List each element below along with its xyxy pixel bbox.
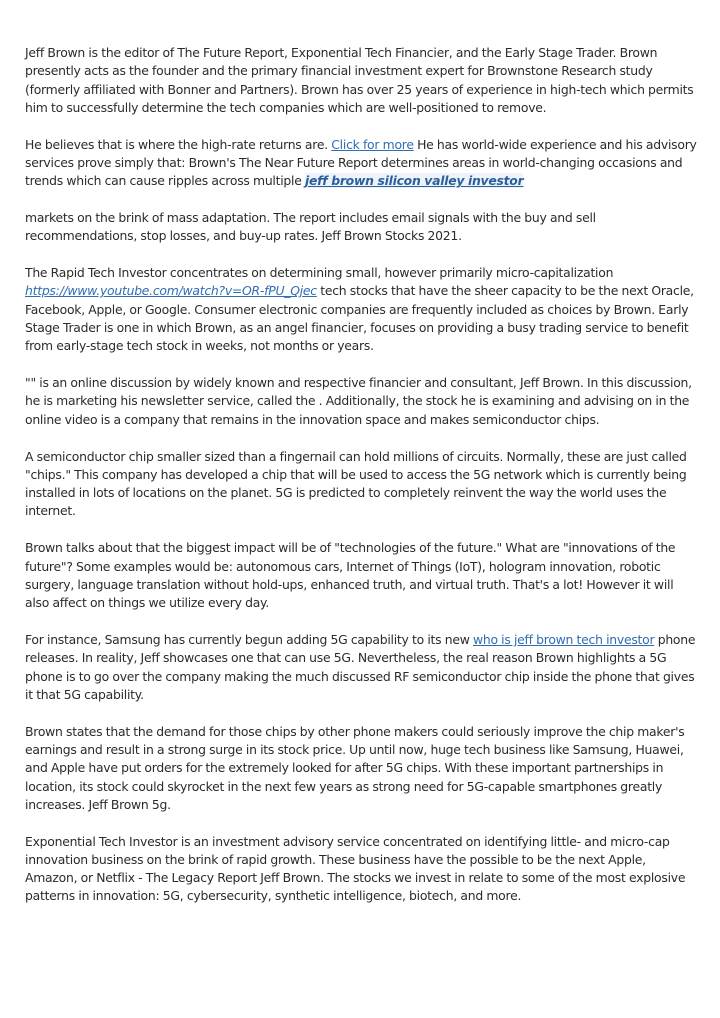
paragraph-semiconductor	[25, 448, 697, 521]
tech-investor-link[interactable]: who is jeff brown tech investor	[472, 631, 655, 647]
paragraph-intro	[25, 44, 697, 117]
paragraph-text: markets on the brink of mass adaptation. The report includes email signals with the buy and sell recommendations, stop losses, and buy-up rates. Jeff Brown Stocks 2021.	[25, 210, 596, 244]
paragraph-text: Brown talks about that the biggest impact will be of "technologies of the future." What are "innovations of the future"? Some examples would be: autonomous cars, Internet of Things (IoT), hologram innovation, robotic surgery, language translation without hold-ups, enhanced truth, and virtual truth. That's a lot! However it will also affect on things we utilize every day.	[25, 540, 676, 611]
paragraph-text: The Rapid Tech Investor concentrates on determining small, however primarily micro-capitalization	[25, 265, 614, 281]
silicon-valley-investor-link[interactable]: jeff brown silicon valley investor	[305, 173, 524, 189]
paragraph-rapid-tech	[25, 264, 697, 355]
paragraph-text: tech stocks that have the sheer capacity to be the next Oracle, Facebook, Apple, or Google. Consumer electronic companies are frequently included as choices by Brown. Early Stage Trader is one in which Brown, as an angel financier, focuses on providing a busy trading service to benefit from early-stage tech stock in weeks, not months or years.	[25, 283, 694, 354]
paragraph-text: phone releases. In reality, Jeff showcases one that can use 5G. Nevertheless, the real reason Brown highlights a 5G phone is to go over the company making the much discussed RF semiconductor chip inside the phone that gives it that 5G capability.	[25, 631, 696, 702]
paragraph-text: Brown states that the demand for those chips by other phone makers could seriously improve the chip maker's earnings and result in a strong surge in its stock price. Up until now, huge tech business like Samsung, Huawei, and Apple have put orders for the extremely looked for after 5G chips. With these important partnerships in location, its stock could skyrocket in the next few years as strong need for 5G-capable smartphones greatly increases. Jeff Brown 5g.	[25, 723, 685, 812]
paragraph-markets	[25, 209, 697, 246]
paragraph-online-discussion	[25, 374, 697, 429]
paragraph-chip-demand	[25, 723, 697, 814]
article-body	[25, 44, 697, 924]
paragraph-advisory	[25, 136, 697, 191]
click-for-more-link[interactable]: Click for more	[331, 136, 414, 152]
youtube-link[interactable]: https://www.youtube.com/watch?v=OR-fPU_Qjec	[25, 283, 317, 299]
paragraph-samsung	[25, 631, 697, 704]
paragraph-exponential	[25, 833, 697, 906]
paragraph-text: Jeff Brown is the editor of The Future Report, Exponential Tech Financier, and the Early Stage Trader. Brown presently acts as the founder and the primary financial investment expert for Brownstone Research study (formerly affiliated with Bonner and Partners). Brown has over 25 years of experience in high-tech which permits him to successfully determine the tech companies which are well-positioned to remove.	[25, 45, 694, 115]
paragraph-text: For instance, Samsung has currently begun adding 5G capability to its new	[25, 631, 473, 647]
paragraph-text: He has world-wide experience and his advisory services prove simply that: Brown's The Near Future Report determines areas in world-changing occasions and trends which can cause ripples across multiple	[25, 136, 697, 189]
paragraph-text: A semiconductor chip smaller sized than a fingernail can hold millions of circuits. Normally, these are just called "chips." This company has developed a chip that will be used to access the 5G network which is currently being installed in lots of locations on the planet. 5G is predicted to completely reinvent the way the world uses the internet.	[25, 448, 687, 519]
paragraph-text: He believes that is where the high-rate returns are.	[25, 136, 332, 152]
paragraph-text: Exponential Tech Investor is an investment advisory service concentrated on identifying little- and micro-cap innovation business on the brink of rapid growth. These business have the possible to be the next Apple, Amazon, or Netflix - The Legacy Report Jeff Brown. The stocks we invest in relate to some of the most explosive patterns in innovation: 5G, cybersecurity, synthetic intelligence, biotech, and more.	[25, 833, 686, 904]
paragraph-text: "" is an online discussion by widely known and respective financier and consultant, Jeff Brown. In this discussion, he is marketing his newsletter service, called the . Additionally, the stock he is examining and advising on in the online video is a company that remains in the innovation space and makes semiconductor chips.	[25, 375, 692, 427]
paragraph-technologies	[25, 539, 697, 612]
